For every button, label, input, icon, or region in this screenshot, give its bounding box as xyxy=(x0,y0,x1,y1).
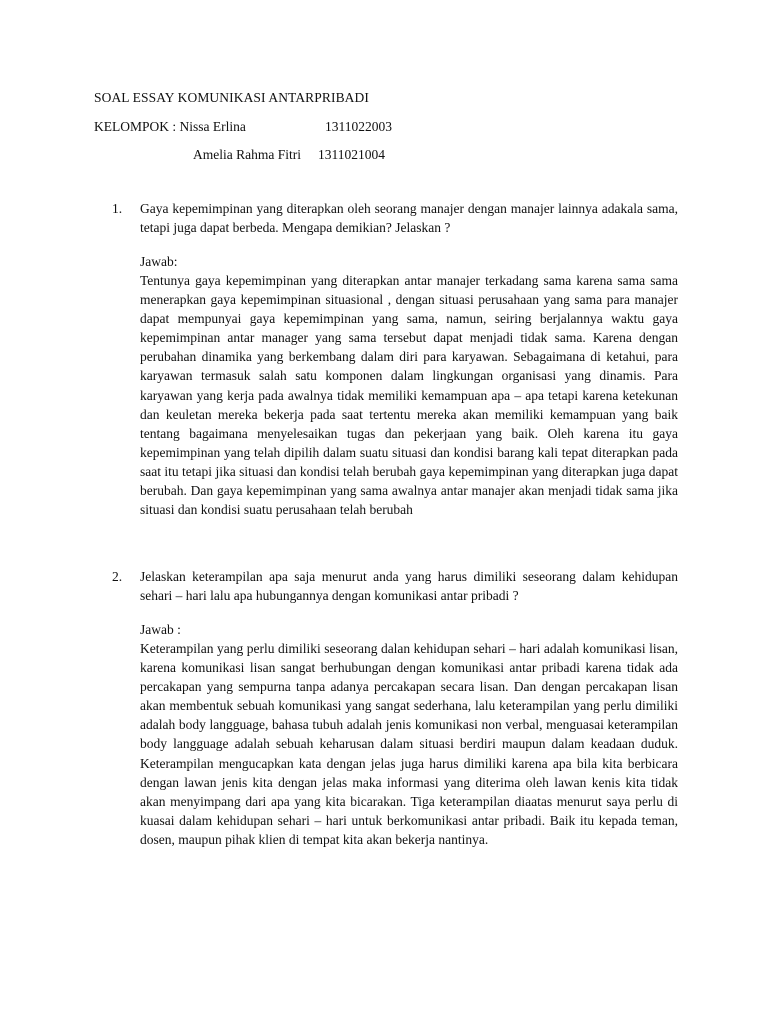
answer-1-label: Jawab: xyxy=(140,254,178,269)
member-1-nim: 1311022003 xyxy=(325,119,392,134)
question-1-block xyxy=(112,199,678,519)
question-1 xyxy=(112,199,678,237)
question-1-text: Gaya kepemimpinan yang diterapkan oleh seorang manajer dengan manajer lainnya adakala sama, tetapi juga dapat berbeda. Mengapa demikian? Jelaskan ? xyxy=(140,201,678,235)
question-2 xyxy=(112,567,678,605)
question-2-text: Jelaskan keterampilan apa saja menurut anda yang harus dimiliki seseorang dalam kehidupan sehari – hari lalu apa hubungannya dengan komunikasi antar pribadi ? xyxy=(140,569,678,603)
document-title: SOAL ESSAY KOMUNIKASI ANTARPRIBADI xyxy=(94,90,369,105)
member-2-nim: 1311021004 xyxy=(318,147,385,162)
answer-2-label: Jawab : xyxy=(140,622,181,637)
question-1-number: 1. xyxy=(112,201,123,216)
answer-1-text: Tentunya gaya kepemimpinan yang diterapkan antar manajer terkadang sama karena sama sama menerapkan gaya kepemimpinan situasional , dengan situasi perusahaan yang sama para manajer dapat mempunyai gaya kepemimpinan yang sama, namun, seiring berjalannya waktu gaya kepemimpinan antar manager yang sama tersebut dapat menjadi tidak sama. Karena dengan perubahan dinamika yang berkembang dalam diri para karyawan. Sebagaimana di ketahui, para karyawan termasuk salah satu komponen dalam lingkungan organisasi yang dinamis. Para karyawan yang kerja pada awalnya tidak memiliki kemampuan apa – apa tetapi karena ketekunan dan keuletan mereka bekerja pada saat tertentu mereka akan memiliki kemampuan yang baik tentang bagaimana menyelesaikan tugas dan pekerjaan yang baik. Oleh karena itu gaya kepemimpinan yang telah dipilih dalam suatu situasi dan kondisi barang kali tepat diterapkan pada saat itu tetapi jika situasi dan kondisi telah berubah gaya kepemimpinan yang diterapkan juga dapat berubah. Dan gaya kepemimpinan yang sama awalnya antar manajer akan menjadi tidak sama jika situasi dan kondisi suatu perusahaan telah berubah xyxy=(140,273,678,518)
group-label: KELOMPOK : Nissa Erlina xyxy=(94,119,246,134)
question-2-number: 2. xyxy=(112,569,123,584)
member-2-name: Amelia Rahma Fitri xyxy=(193,147,301,162)
answer-2-text: Keterampilan yang perlu dimiliki seseorang dalan kehidupan sehari – hari adalah komunikasi lisan, karena komunikasi lisan sangat berhubungan dengan komunikasi antar pribadi karena tidak ada percakapan yang sempurna tanpa adanya percakapan secara lisan. Dan dengan percakapan lisan akan membentuk sebuah komunikasi yang sangat sederhana, lalu keterampilan yang perlu dimiliki adalah body langguage, bahasa tubuh adalah jenis komunikasi non verbal, menguasai keterampilan body langguage adalah sebuah keharusan dalam situasi berdiri maupun dalam keadaan duduk. Keterampilan mengucapkan kata dengan jelas juga harus dimiliki karena apa bila kita berbicara dengan lawan jenis kita dengan jelas maka informasi yang diterima oleh lawan kenis kita tidak akan menyimpang dari apa yang kita bicarakan. Tiga keterampilan diaatas menurut saya perlu di kuasai dalam kehidupan sehari – hari untuk berkomunikasi antar pribadi. Baik itu kepada teman, dosen, maupun pihak klien di tempat kita akan bekerja nantinya. xyxy=(140,641,678,847)
question-2-block xyxy=(112,567,678,849)
